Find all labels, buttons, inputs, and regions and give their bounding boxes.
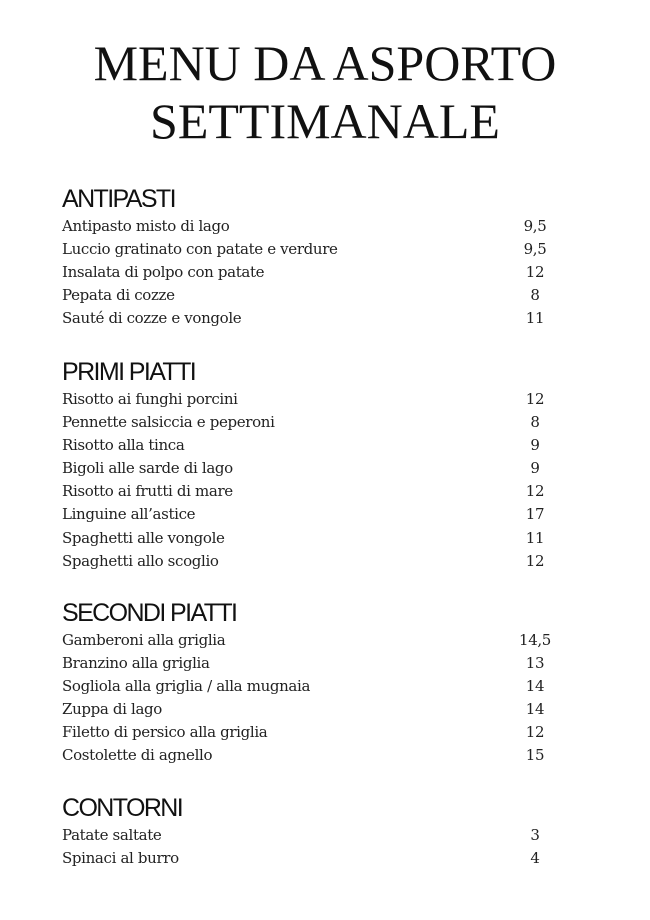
menu-item [62, 238, 562, 261]
menu-item [62, 847, 562, 870]
menu-item [62, 503, 562, 526]
item-price: 4 [530, 849, 540, 868]
item-price: 12 [525, 723, 545, 742]
menu-item [62, 388, 562, 411]
menu-item [62, 652, 562, 675]
item-name: Risotto ai frutti di mare [62, 482, 233, 501]
item-price: 14,5 [519, 631, 551, 649]
menu-item [62, 307, 562, 330]
item-price: 11 [525, 309, 545, 328]
section-primi-piatti [62, 357, 562, 573]
item-price: 8 [530, 286, 540, 305]
item-name: Spaghetti allo scoglio [62, 551, 219, 570]
page-title [0, 34, 650, 150]
item-price: 9 [530, 459, 540, 478]
item-name: Spinaci al burro [62, 849, 179, 868]
item-price: 15 [525, 746, 545, 765]
item-name: Risotto ai funghi porcini [62, 390, 238, 408]
menu-item [62, 629, 562, 652]
item-name: Patate saltate [62, 826, 162, 844]
item-name: Branzino alla griglia [62, 654, 210, 673]
item-price: 12 [525, 551, 545, 570]
section-title: CONTORNI [62, 794, 183, 822]
section-contorni [62, 793, 562, 870]
item-name: Costolette di agnello [62, 746, 213, 765]
section-title: ANTIPASTI [62, 185, 175, 213]
menu-item [62, 284, 562, 307]
title-line-1: MENU DA ASPORTO [93, 35, 557, 91]
item-name: Spaghetti alle vongole [62, 528, 225, 547]
item-price: 11 [525, 528, 545, 547]
item-list [62, 215, 562, 330]
section-title: PRIMI PIATTI [62, 358, 196, 386]
item-price: 17 [525, 505, 545, 524]
item-name: Zuppa di lago [62, 700, 162, 719]
item-list [62, 824, 562, 870]
item-name: Antipasto misto di lago [62, 217, 230, 235]
item-name: Risotto alla tinca [62, 436, 185, 455]
menu-item [62, 675, 562, 698]
menu-item [62, 550, 562, 573]
item-name: Gamberoni alla griglia [62, 631, 226, 649]
item-list [62, 388, 562, 573]
item-name: Linguine all’astice [62, 505, 196, 524]
menu-item [62, 411, 562, 434]
menu-item [62, 721, 562, 744]
item-price: 12 [525, 263, 545, 282]
item-name: Pennette salsiccia e peperoni [62, 413, 275, 432]
menu-item [62, 824, 562, 847]
section-secondi-piatti [62, 598, 562, 768]
title-line-2: SETTIMANALE [150, 93, 500, 149]
item-name: Sauté di cozze e vongole [62, 309, 242, 328]
menu-item [62, 698, 562, 721]
section-antipasti [62, 184, 562, 330]
menu-item [62, 744, 562, 767]
item-name: Luccio gratinato con patate e verdure [62, 240, 338, 259]
menu-item [62, 215, 562, 238]
item-price: 12 [525, 482, 545, 501]
item-name: Insalata di polpo con patate [62, 263, 265, 282]
item-price: 9,5 [523, 240, 547, 259]
item-price: 14 [525, 677, 545, 696]
item-price: 3 [530, 826, 540, 844]
section-title: SECONDI PIATTI [62, 599, 237, 627]
item-name: Bigoli alle sarde di lago [62, 459, 233, 478]
menu-item [62, 457, 562, 480]
menu-item [62, 527, 562, 550]
item-price: 8 [530, 413, 540, 432]
item-price: 9,5 [523, 217, 547, 235]
item-list [62, 629, 562, 768]
item-price: 12 [525, 390, 545, 408]
item-name: Sogliola alla griglia / alla mugnaia [62, 677, 311, 696]
item-price: 14 [525, 700, 545, 719]
menu-item [62, 480, 562, 503]
item-name: Filetto di persico alla griglia [62, 723, 268, 742]
menu-item [62, 434, 562, 457]
item-price: 13 [525, 654, 545, 673]
menu-item [62, 261, 562, 284]
item-price: 9 [530, 436, 540, 455]
item-name: Pepata di cozze [62, 286, 175, 305]
